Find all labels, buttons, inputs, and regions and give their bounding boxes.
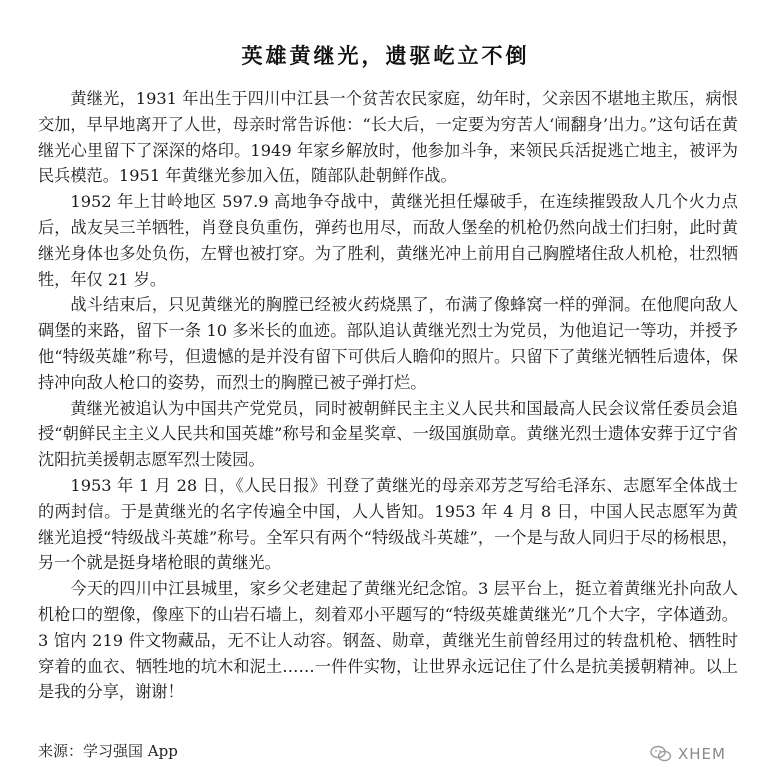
document-title: 英雄黄继光，遗驱屹立不倒: [241, 43, 530, 68]
paragraph-1: 黄继光，1931 年出生于四川中江县一个贫苦农民家庭，幼年时，父亲因不堪地主欺压，病恨交加，早早地离开了人世，母亲时常告诉他：“长大后，一定要为穷苦人‘闹翻身’出力。”这句话在黄继光心里留下了深深的烙印。1949 年家乡解放时，他参加斗争，来领民兵活捉逃亡地主，被评为民兵模范。1951 年黄继光参加入伍，随部队赴朝鲜作战。: [38, 89, 738, 186]
paragraph-2: 1952 年上甘岭地区 597.9 高地争夺战中，黄继光担任爆破手，在连续摧毁敌人几个火力点后，战友吴三羊牺牲，肖登良负重伤，弹药也用尽，而敌人堡垒的机枪仍然向战士们扫射，此时黄继光身体也多处负伤，左臂也被打穿。为了胜利，黄继光冲上前用自己胸膛堵住敌人机枪，壮烈牺牲，年仅 21 岁。: [38, 192, 738, 289]
watermark: [650, 742, 760, 766]
source-credit: 来源：学习强国 App: [38, 742, 178, 760]
article-body: [38, 86, 738, 705]
watermark-text: XHEM: [678, 745, 726, 763]
paragraph-6: 今天的四川中江县城里，家乡父老建起了黄继光纪念馆。3 层平台上，挺立着黄继光扑向敌人机枪口的塑像，像座下的山岩石墙上，刻着邓小平题写的“特级英雄黄继光”几个大字，字体遒劲。3 馆内 219 件文物藏品，无不让人动容。钢盔、勋章，黄继光生前曾经用过的转盘机枪、牺牲时穿着的血衣、牺牲地的坑木和泥土……一件件实物，让世界永远记住了什么是抗美援朝精神。以上是我的分享，谢谢！: [38, 579, 738, 702]
wechat-logo-icon: [650, 745, 672, 763]
paragraph-4: 黄继光被追认为中国共产党党员，同时被朝鲜民主主义人民共和国最高人民会议常任委员会追授“朝鲜民主主义人民共和国英雄”称号和金星奖章、一级国旗勋章。黄继光烈士遗体安葬于辽宁省沈阳抗美援朝志愿军烈士陵园。: [38, 398, 738, 470]
paragraph-3: 战斗结束后，只见黄继光的胸膛已经被火药烧黑了，布满了像蜂窝一样的弹洞。在他爬向敌人碉堡的来路，留下一条 10 多米长的血迹。部队追认黄继光烈士为党员，为他追记一等功，并授予他“特级英雄”称号，但遗憾的是并没有留下可供后人瞻仰的照片。只留下了黄继光牺牲后遗体，保持冲向敌人枪口的姿势，而烈士的胸膛已被子弹打烂。: [38, 295, 738, 392]
paragraph-5: 1953 年 1 月 28 日，《人民日报》刊登了黄继光的母亲邓芳芝写给毛泽东、志愿军全体战士的两封信。于是黄继光的名字传遍全中国，人人皆知。1953 年 4 月 8 日，中国人民志愿军为黄继光追授“特级战斗英雄”称号。全军只有两个“特级战斗英雄”，一个是与敌人同归于尽的杨根思，另一个就是挺身堵枪眼的黄继光。: [38, 475, 738, 573]
